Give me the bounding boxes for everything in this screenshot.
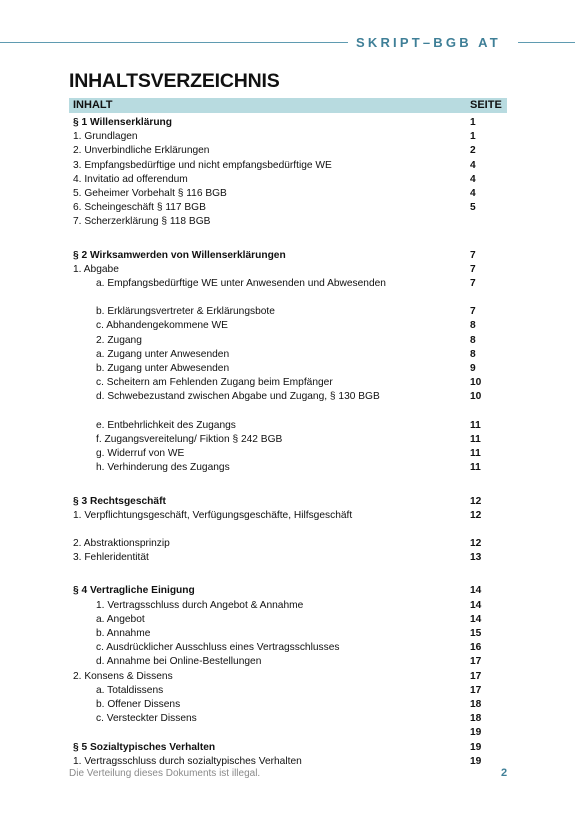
toc-entry-page: 12 bbox=[470, 495, 482, 507]
toc-entry-page: 8 bbox=[470, 320, 476, 332]
toc-entry-title: a. Angebot bbox=[96, 613, 145, 625]
toc-entry-page: 19 bbox=[470, 727, 482, 739]
toc-entry-title: 2. Konsens & Dissens bbox=[73, 670, 173, 682]
toc-entry-page: 10 bbox=[470, 391, 482, 403]
toc-entry-title: c. Versteckter Dissens bbox=[96, 713, 197, 725]
toc-entry-title: b. Erklärungsvertreter & Erklärungsbote bbox=[96, 306, 275, 318]
toc-entry-page: 11 bbox=[470, 462, 481, 474]
toc-entry[interactable] bbox=[0, 537, 575, 551]
toc-entry[interactable] bbox=[0, 755, 575, 769]
toc-entry[interactable] bbox=[0, 698, 575, 712]
toc-entry-title: a. Zugang unter Anwesenden bbox=[96, 348, 230, 360]
toc-entry-page: 19 bbox=[470, 755, 482, 767]
toc-entry-title: 2. Abstraktionsprinzip bbox=[73, 538, 170, 550]
toc-entry-title: b. Offener Dissens bbox=[96, 698, 181, 710]
toc-header-content: INHALT bbox=[73, 99, 113, 111]
toc-entry[interactable] bbox=[0, 187, 575, 201]
toc-entry[interactable] bbox=[0, 641, 575, 655]
footer-notice: Die Verteilung dieses Dokuments ist illegal. bbox=[69, 768, 261, 779]
toc-entry[interactable] bbox=[0, 613, 575, 627]
toc-entry[interactable] bbox=[0, 159, 575, 173]
toc-entry[interactable] bbox=[0, 263, 575, 277]
toc-entry[interactable] bbox=[0, 726, 575, 740]
toc-entry-page: 7 bbox=[470, 277, 476, 289]
toc-entry-page: 18 bbox=[470, 713, 482, 725]
section-gap bbox=[0, 230, 575, 249]
toc-entry[interactable] bbox=[0, 599, 575, 613]
toc-entry-page: 17 bbox=[470, 684, 482, 696]
toc-entry-title: 5. Geheimer Vorbehalt § 116 BGB bbox=[73, 187, 227, 199]
table-of-contents bbox=[0, 116, 575, 769]
toc-entry-title: d. Annahme bei Online-Bestellungen bbox=[96, 656, 262, 668]
toc-entry[interactable] bbox=[0, 433, 575, 447]
toc-entry-title: 3. Fehleridentität bbox=[73, 552, 149, 564]
toc-entry-page: 12 bbox=[470, 509, 482, 521]
section-gap bbox=[0, 476, 575, 495]
toc-entry-page: 11 bbox=[470, 448, 481, 460]
toc-entry-title: a. Empfangsbedürftige WE unter Anwesenden und Abwesenden bbox=[96, 277, 386, 289]
toc-entry[interactable] bbox=[0, 334, 575, 348]
toc-entry-page: 10 bbox=[470, 377, 482, 389]
toc-entry-page: 14 bbox=[470, 613, 482, 625]
toc-entry-page: 19 bbox=[470, 741, 482, 753]
toc-entry-title: 3. Empfangsbedürftige und nicht empfangsbedürftige WE bbox=[73, 159, 332, 171]
toc-section-heading[interactable] bbox=[0, 741, 575, 755]
toc-entry-title: 2. Zugang bbox=[96, 334, 142, 346]
toc-entry[interactable] bbox=[0, 551, 575, 565]
toc-entry-page: 8 bbox=[470, 334, 476, 346]
toc-entry[interactable] bbox=[0, 461, 575, 475]
toc-entry-title: b. Zugang unter Abwesenden bbox=[96, 363, 230, 375]
toc-entry[interactable] bbox=[0, 305, 575, 319]
toc-entry[interactable] bbox=[0, 130, 575, 144]
toc-entry-title: c. Ausdrücklicher Ausschluss eines Vertragsschlusses bbox=[96, 642, 340, 654]
toc-entry-page: 9 bbox=[470, 363, 476, 375]
toc-entry[interactable] bbox=[0, 277, 575, 305]
toc-entry-title: 6. Scheingeschäft § 117 BGB bbox=[73, 202, 206, 214]
toc-entry-page: 7 bbox=[470, 263, 476, 275]
page-title: INHALTSVERZEICHNIS bbox=[69, 70, 280, 92]
toc-entry-title: 1. Vertragsschluss durch sozialtypisches Verhalten bbox=[73, 755, 302, 767]
toc-entry[interactable] bbox=[0, 173, 575, 187]
toc-entry-title: e. Entbehrlichkeit des Zugangs bbox=[96, 419, 236, 431]
toc-entry-title: § 4 Vertragliche Einigung bbox=[73, 585, 195, 597]
toc-section-heading[interactable] bbox=[0, 116, 575, 130]
toc-entry[interactable] bbox=[0, 144, 575, 158]
toc-entry-title: 7. Scherzerklärung § 118 BGB bbox=[73, 216, 211, 228]
toc-entry[interactable] bbox=[0, 390, 575, 418]
toc-entry[interactable] bbox=[0, 215, 575, 229]
footer-page-number: 2 bbox=[501, 767, 508, 779]
toc-entry-title: c. Abhandengekommene WE bbox=[96, 320, 228, 332]
toc-header-page: SEITE bbox=[470, 99, 502, 111]
toc-entry-page: 14 bbox=[470, 585, 482, 597]
toc-entry-page: 18 bbox=[470, 698, 482, 710]
toc-entry-title: h. Verhinderung des Zugangs bbox=[96, 462, 230, 474]
toc-entry-page: 17 bbox=[470, 656, 482, 668]
toc-entry-page: 16 bbox=[470, 642, 482, 654]
toc-entry-title: § 5 Sozialtypisches Verhalten bbox=[73, 741, 216, 753]
toc-entry-title: f. Zugangsvereitelung/ Fiktion § 242 BGB bbox=[96, 433, 283, 445]
toc-entry[interactable] bbox=[0, 362, 575, 376]
toc-entry-page: 8 bbox=[470, 348, 476, 360]
toc-entry[interactable] bbox=[0, 348, 575, 362]
toc-entry-title: 1. Grundlagen bbox=[73, 131, 138, 143]
toc-entry-title: 1. Vertragsschluss durch Angebot & Annahme bbox=[96, 599, 304, 611]
toc-entry-title: § 3 Rechtsgeschäft bbox=[73, 495, 166, 507]
toc-entry[interactable] bbox=[0, 319, 575, 333]
header-rule-left bbox=[0, 42, 348, 43]
toc-entry-page: 13 bbox=[470, 552, 482, 564]
toc-entry-title: 4. Invitatio ad offerendum bbox=[73, 173, 188, 185]
toc-header-bar bbox=[69, 98, 507, 113]
toc-entry-page: 1 bbox=[470, 131, 476, 143]
toc-entry-page: 11 bbox=[470, 419, 481, 431]
toc-entry-page: 2 bbox=[470, 145, 476, 157]
toc-entry-title: § 2 Wirksamwerden von Willenserklärungen bbox=[73, 249, 286, 261]
toc-entry[interactable] bbox=[0, 655, 575, 669]
toc-entry-title: § 1 Willenserklärung bbox=[73, 117, 172, 128]
toc-entry-title: d. Schwebezustand zwischen Abgabe und Zugang, § 130 BGB bbox=[96, 391, 380, 403]
toc-entry[interactable] bbox=[0, 419, 575, 433]
toc-entry[interactable] bbox=[0, 627, 575, 641]
toc-entry-title: c. Scheitern am Fehlenden Zugang beim Empfänger bbox=[96, 377, 333, 389]
toc-entry[interactable] bbox=[0, 670, 575, 684]
toc-section-heading[interactable] bbox=[0, 249, 575, 263]
toc-entry-title: 2. Unverbindliche Erklärungen bbox=[73, 145, 210, 157]
toc-entry[interactable] bbox=[0, 376, 575, 390]
toc-entry[interactable] bbox=[0, 509, 575, 537]
toc-section-heading[interactable] bbox=[0, 495, 575, 509]
toc-entry-title: 1. Abgabe bbox=[73, 263, 119, 275]
toc-entry[interactable] bbox=[0, 712, 575, 726]
toc-entry-page: 11 bbox=[470, 433, 481, 445]
toc-entry[interactable] bbox=[0, 684, 575, 698]
toc-section-heading[interactable] bbox=[0, 584, 575, 598]
toc-entry[interactable] bbox=[0, 447, 575, 461]
toc-entry-page: 1 bbox=[470, 117, 476, 128]
toc-entry-page: 4 bbox=[470, 187, 476, 199]
toc-entry-page: 7 bbox=[470, 249, 476, 261]
toc-entry[interactable] bbox=[0, 201, 575, 215]
toc-entry-page: 15 bbox=[470, 628, 482, 640]
toc-entry-title: a. Totaldissens bbox=[96, 684, 164, 696]
toc-entry-page: 12 bbox=[470, 538, 482, 550]
toc-entry-title: g. Widerruf von WE bbox=[96, 448, 185, 460]
header-rule-right bbox=[518, 42, 575, 43]
toc-entry-page: 5 bbox=[470, 202, 476, 214]
toc-entry-page: 4 bbox=[470, 159, 476, 171]
toc-entry-title: b. Annahme bbox=[96, 628, 151, 640]
section-gap bbox=[0, 565, 575, 584]
running-title: SKRIPT–BGB AT bbox=[356, 35, 501, 50]
toc-entry-page: 17 bbox=[470, 670, 482, 682]
toc-entry-page: 14 bbox=[470, 599, 482, 611]
toc-entry-title: 1. Verpflichtungsgeschäft, Verfügungsgeschäfte, Hilfsgeschäft bbox=[73, 509, 353, 521]
toc-entry-page: 4 bbox=[470, 173, 476, 185]
toc-entry-page: 7 bbox=[470, 306, 476, 318]
